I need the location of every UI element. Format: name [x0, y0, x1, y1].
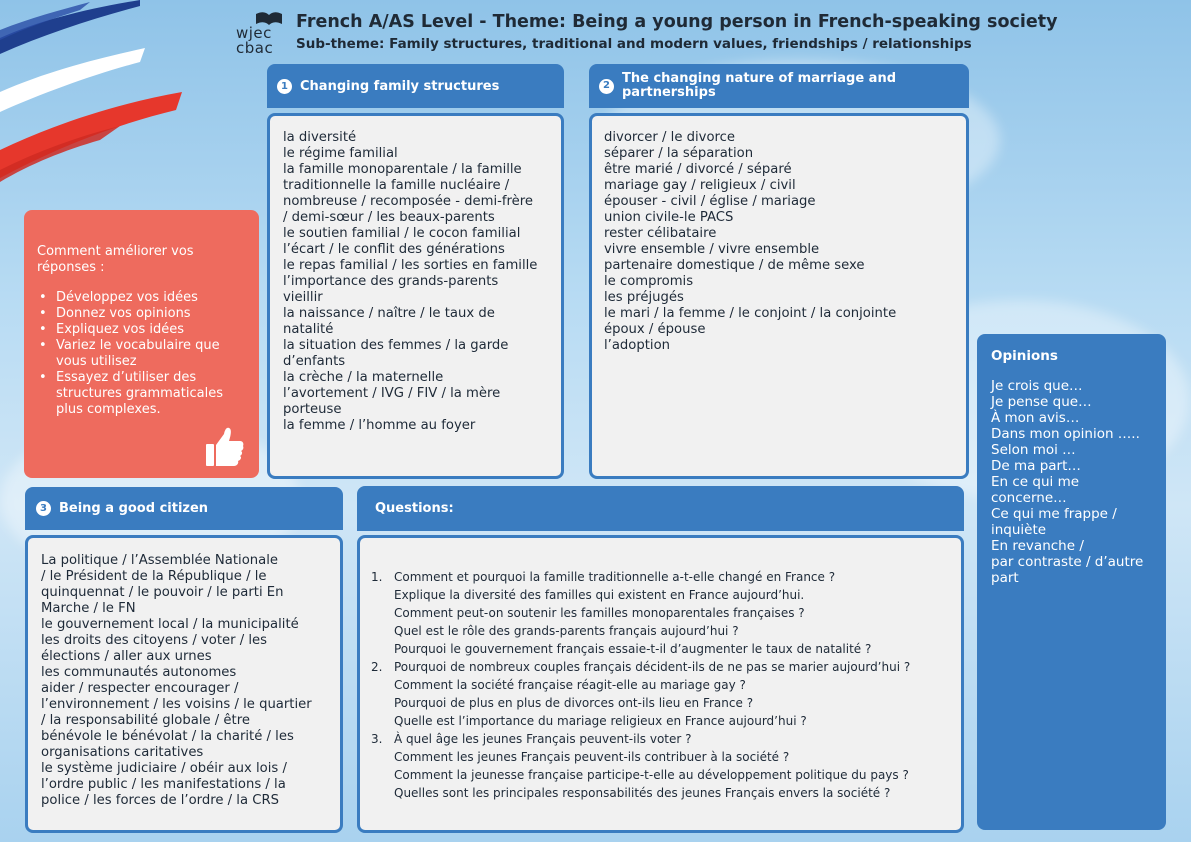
thumbs-up-icon	[205, 426, 245, 468]
tip-item: • Donnez vos opinions	[37, 306, 245, 322]
question-text: Quelles sont les principales responsabilités des jeunes Français envers la société ?	[394, 786, 891, 800]
question-text: Explique la diversité des familles qui existent en France aujourd’hui.	[394, 588, 805, 602]
vocab-line: nombreuse / recomposée - demi-frère	[283, 194, 534, 209]
vocab-line: police / les forces de l’ordre / la CRS	[41, 793, 279, 808]
vocab-line: les droits des citoyens / voter / les	[41, 633, 268, 648]
opinion-phrase: par contraste / d’autre	[991, 554, 1144, 570]
tips-box	[24, 210, 259, 478]
vocab-line: le régime familial	[283, 146, 398, 161]
panel-1-heading: Changing family structures	[300, 78, 500, 94]
panel-2-number: 2	[599, 79, 614, 94]
vocab-line: la femme / l’homme au foyer	[283, 418, 476, 433]
vocab-line: partenaire domestique / de même sexe	[604, 258, 865, 273]
question-item	[371, 568, 951, 586]
vocab-line: bénévole le bénévolat / la charité / les	[41, 729, 294, 744]
vocab-line: union civile-le PACS	[604, 210, 734, 225]
opinion-phrase: inquiète	[991, 522, 1047, 538]
vocab-list-family	[283, 130, 551, 434]
opinion-phrase: Dans mon opinion …..	[991, 426, 1140, 442]
opinion-phrase: Ce qui me frappe /	[991, 506, 1117, 522]
question-text: Pourquoi le gouvernement français essaie-t-il d’augmenter le taux de natalité ?	[394, 642, 872, 656]
vocab-line: le gouvernement local / la municipalité	[41, 617, 299, 632]
panel-2-header	[589, 64, 969, 108]
vocab-line: / le Président de la République / le	[41, 569, 267, 584]
question-text: Pourquoi de nombreux couples français décident-ils de ne pas se marier aujourd’hui ?	[394, 660, 911, 674]
vocab-line: organisations caritatives	[41, 745, 204, 760]
opinions-box	[977, 334, 1166, 830]
question-item	[371, 748, 951, 766]
vocab-line: / la responsabilité globale / être	[41, 713, 250, 728]
opinions-list	[991, 378, 1156, 586]
vocab-line: le soutien familial / le cocon familial	[283, 226, 521, 241]
vocab-line: l’écart / le conflit des générations	[283, 242, 505, 257]
panel-3-heading: Being a good citizen	[59, 501, 209, 516]
vocab-line: époux / épouse	[604, 322, 706, 337]
vocab-line: l’adoption	[604, 338, 671, 353]
tips-intro: Comment améliorer vos réponses :	[37, 244, 194, 275]
vocab-line: mariage gay / religieux / civil	[604, 178, 796, 193]
vocab-line: l’importance des grands-parents	[283, 274, 499, 289]
question-number: 1.	[371, 570, 383, 584]
question-item	[371, 694, 951, 712]
opinion-phrase: concerne…	[991, 490, 1067, 506]
question-item	[371, 586, 951, 604]
vocab-line: porteuse	[283, 402, 342, 417]
question-text: Quelle est l’importance du mariage religieux en France aujourd’hui ?	[394, 714, 807, 728]
questions-list	[371, 568, 951, 802]
opinions-heading: Opinions	[991, 348, 1058, 364]
question-text: Comment et pourquoi la famille traditionnelle a-t-elle changé en France ?	[394, 570, 836, 584]
vocab-list-marriage	[604, 130, 956, 354]
vocab-line: traditionnelle la famille nucléaire /	[283, 178, 510, 193]
panel-3-header	[25, 487, 343, 530]
question-item	[371, 640, 951, 658]
vocab-line: quinquennat / le pouvoir / le parti En	[41, 585, 284, 600]
vocab-line: être marié / divorcé / séparé	[604, 162, 792, 177]
question-text: Comment la jeunesse française participe-t-elle au développement politique du pays ?	[394, 768, 909, 782]
vocab-line: les communautés autonomes	[41, 665, 237, 680]
vocab-line: la situation des femmes / la garde	[283, 338, 509, 353]
vocab-line: séparer / la séparation	[604, 146, 754, 161]
opinion-phrase: Je pense que…	[991, 394, 1092, 410]
vocab-line: / demi-sœur / les beaux-parents	[283, 210, 495, 225]
panel-2-heading: The changing nature of marriage and partnerships	[622, 71, 897, 100]
vocab-line: la crèche / la maternelle	[283, 370, 444, 385]
vocab-line: le mari / la femme / le conjoint / la conjointe	[604, 306, 897, 321]
vocab-line: élections / aller aux urnes	[41, 649, 212, 664]
vocab-line: la famille monoparentale / la famille	[283, 162, 522, 177]
tip-item: • Variez le vocabulaire que vous utilisez	[37, 338, 245, 370]
question-text: Pourquoi de plus en plus de divorces ont-ils lieu en France ?	[394, 696, 754, 710]
question-number: 2.	[371, 660, 383, 674]
wjec-logo-text: wjec cbac	[236, 24, 274, 57]
panel-3-body	[25, 535, 343, 833]
vocab-line: le système judiciaire / obéir aux lois /	[41, 761, 287, 776]
opinion-phrase: Je crois que…	[991, 378, 1083, 394]
questions-body	[357, 535, 964, 833]
questions-header	[357, 486, 964, 531]
vocab-line: vivre ensemble / vivre ensemble	[604, 242, 820, 257]
vocab-line: vieillir	[283, 290, 323, 305]
vocab-line: la diversité	[283, 130, 357, 145]
vocab-line: natalité	[283, 322, 334, 337]
questions-heading: Questions:	[375, 501, 454, 516]
panel-1-body	[267, 113, 564, 479]
vocab-list-citizen	[41, 553, 332, 809]
question-item	[371, 622, 951, 640]
opinion-phrase: part	[991, 570, 1019, 586]
vocab-line: l’environnement / les voisins / le quartier	[41, 697, 312, 712]
question-text: À quel âge les jeunes Français peuvent-ils voter ?	[394, 732, 692, 746]
question-text: Comment les jeunes Français peuvent-ils contribuer à la société ?	[394, 750, 790, 764]
vocab-line: Marche / le FN	[41, 601, 136, 616]
vocab-line: l’avortement / IVG / FIV / la mère	[283, 386, 501, 401]
question-item	[371, 712, 951, 730]
panel-2-body	[589, 113, 969, 479]
page-title: French A/AS Level - Theme: Being a young person in French-speaking society	[296, 12, 1058, 32]
vocab-line: d’enfants	[283, 354, 346, 369]
question-item	[371, 604, 951, 622]
question-item	[371, 730, 951, 748]
french-flag-strokes	[0, 0, 260, 200]
tip-item: • Expliquez vos idées	[37, 322, 245, 338]
question-text: Quel est le rôle des grands-parents français aujourd’hui ?	[394, 624, 739, 638]
wjec-logo	[234, 10, 290, 58]
question-number: 3.	[371, 732, 383, 746]
opinion-phrase: Selon moi …	[991, 442, 1076, 458]
opinion-phrase: De ma part…	[991, 458, 1081, 474]
vocab-line: la naissance / naître / le taux de	[283, 306, 495, 321]
opinion-phrase: À mon avis…	[991, 410, 1080, 426]
tip-item: • Essayez d’utiliser des structures grammaticales plus complexes.	[37, 370, 245, 418]
vocab-line: rester célibataire	[604, 226, 717, 241]
vocab-line: le repas familial / les sorties en famille	[283, 258, 538, 273]
panel-3-number: 3	[36, 501, 51, 516]
question-item	[371, 784, 951, 802]
vocab-line: le compromis	[604, 274, 694, 289]
question-item	[371, 658, 951, 676]
vocab-line: l’ordre public / les manifestations / la	[41, 777, 286, 792]
question-item	[371, 766, 951, 784]
tip-item: • Développez vos idées	[37, 290, 245, 306]
opinion-phrase: En ce qui me	[991, 474, 1080, 490]
vocab-line: aider / respecter encourager /	[41, 681, 239, 696]
vocab-line: les préjugés	[604, 290, 684, 305]
question-text: Comment peut-on soutenir les familles monoparentales françaises ?	[394, 606, 805, 620]
question-item	[371, 676, 951, 694]
panel-1-number: 1	[277, 79, 292, 94]
vocab-line: épouser - civil / église / mariage	[604, 194, 816, 209]
question-text: Comment la société française réagit-elle au mariage gay ?	[394, 678, 746, 692]
opinion-phrase: En revanche /	[991, 538, 1084, 554]
page-subtitle: Sub-theme: Family structures, traditional and modern values, friendships / relationships	[296, 36, 972, 52]
tips-list	[37, 290, 245, 418]
vocab-line: divorcer / le divorce	[604, 130, 736, 145]
vocab-line: La politique / l’Assemblée Nationale	[41, 553, 278, 568]
panel-1-header	[267, 64, 564, 108]
